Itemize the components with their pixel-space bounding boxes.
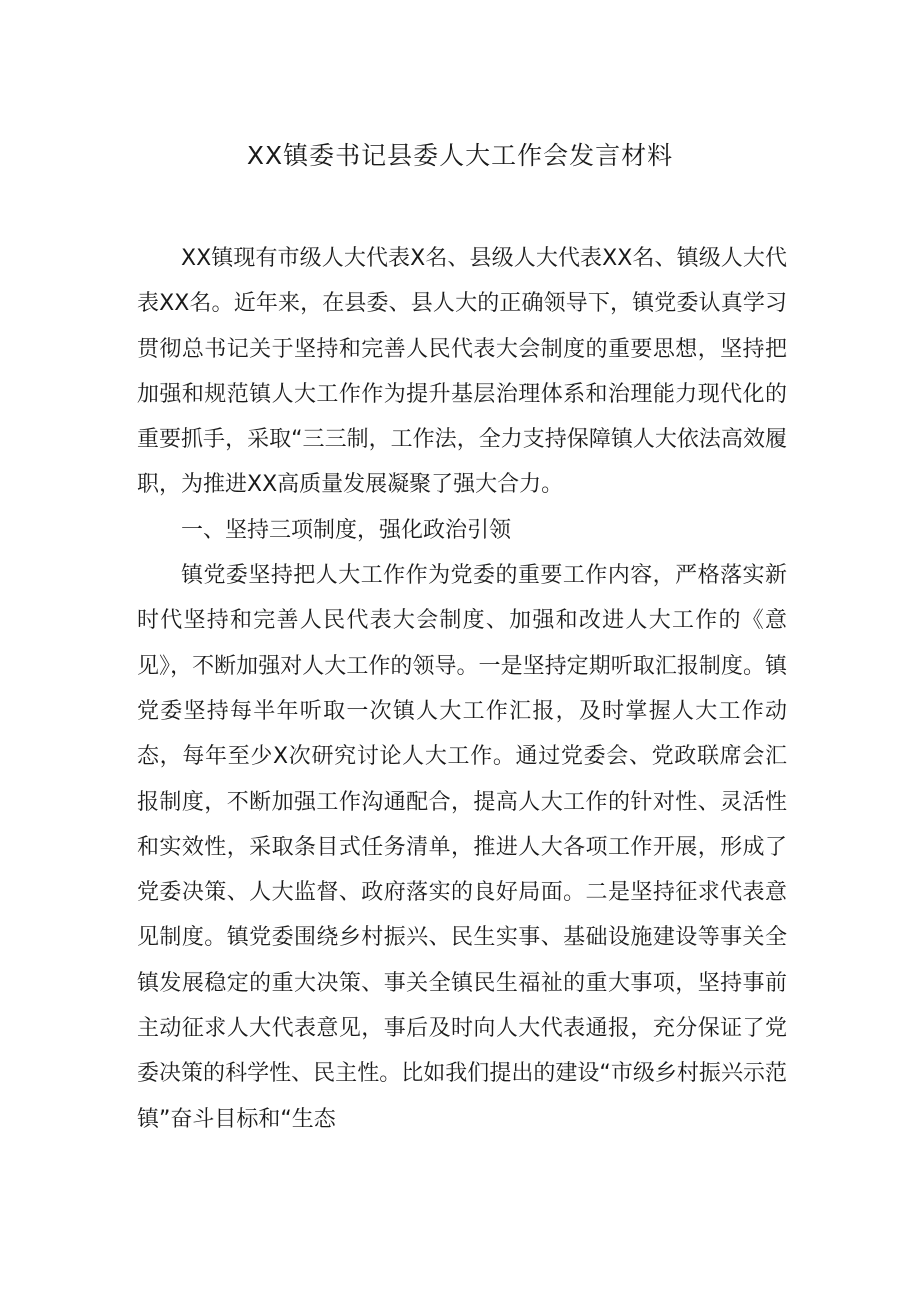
section-1-paragraph: 镇党委坚持把人大工作作为党委的重要工作内容，严格落实新时代坚持和完善人民代表大会制度、加强和改进人大工作的《意见》，不断加强对人大工作的领导。一是坚持定期听取汇报制度。镇党委坚持每半年听取一次镇人大工作汇报，及时掌握人大工作动态，每年至少X次研究讨论人大工作。通过党委会、党政联席会汇报制度，不断加强工作沟通配合，提高人大工作的针对性、灵活性和实效性，采取条目式任务清单，推进人大各项工作开展，形成了党委决策、人大监督、政府落实的良好局面。二是坚持征求代表意见制度。镇党委围绕乡村振兴、民生实事、基础设施建设等事关全镇发展稳定的重大决策、事关全镇民生福祉的重大事项，坚持事前主动征求人大代表意见，事后及时向人大代表通报，充分保证了党委决策的科学性、民主性。比如我们提出的建设“市级乡村振兴示范镇”奋斗目标和“生态 bbox=[137, 563, 787, 1132]
document-title: XX镇委书记县委人大工作会发言材料 bbox=[246, 141, 674, 170]
intro-paragraph: XX镇现有市级人大代表X名、县级人大代表XX名、镇级人大代表XX名。近年来，在县委、县人大的正确领导下，镇党委认真学习贯彻总书记关于坚持和完善人民代表大会制度的重要思想，坚持把加强和规范镇人大工作作为提升基层治理体系和治理能力现代化的重要抓手，采取“三三制，工作法，全力支持保障镇人大依法高效履职，为推进XX高质量发展凝聚了强大合力。 bbox=[137, 246, 787, 498]
section-heading-1: 一、坚持三项制度，强化政治引领 bbox=[181, 517, 512, 543]
document-body bbox=[137, 236, 787, 1142]
